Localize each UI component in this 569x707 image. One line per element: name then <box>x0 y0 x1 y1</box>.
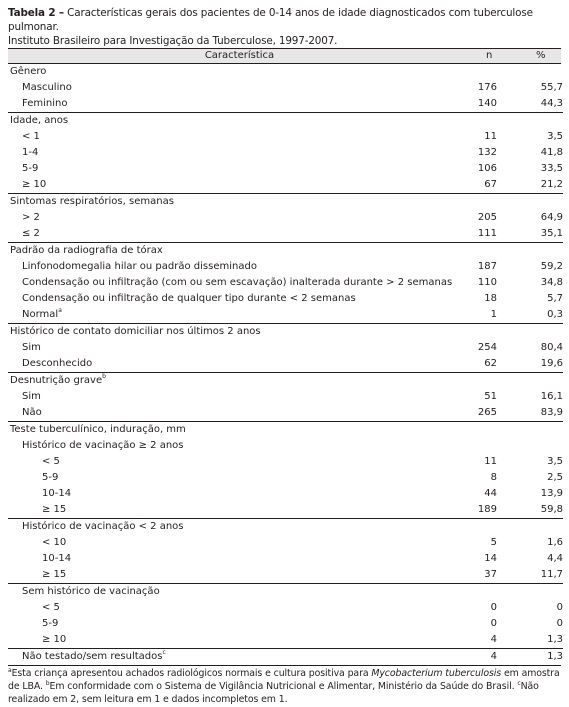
row-label: Feminino <box>22 98 68 109</box>
row-n <box>473 64 497 80</box>
row-percent <box>497 373 563 390</box>
row-label: ≥ 15 <box>42 569 67 580</box>
footnote-marker: a <box>58 307 62 314</box>
row-percent: 21,2 <box>540 179 563 190</box>
row-percent: 41,8 <box>540 147 563 158</box>
row-label-cell <box>8 243 473 260</box>
footnote-b-text: Em conformidade com o Sistema de Vigilância Nutricional e Alimentar, Ministério da Saúde do Brasil. <box>49 681 515 692</box>
row-label-cell <box>8 389 473 405</box>
row-label: Sim <box>22 391 41 402</box>
row-label: Teste tuberculínico, induração, mm <box>10 424 186 435</box>
table-group-row <box>8 64 563 80</box>
row-n: 187 <box>477 261 497 272</box>
row-label-cell <box>8 275 473 291</box>
row-label-cell <box>8 145 473 161</box>
row-n: 0 <box>490 602 497 613</box>
row-label-cell <box>8 551 473 567</box>
row-label: < 5 <box>42 456 60 467</box>
row-label-cell <box>8 64 473 80</box>
row-label: Sintomas respiratórios, semanas <box>10 196 174 207</box>
row-label: Sem histórico de vacinação <box>22 586 160 597</box>
row-label-cell <box>8 422 473 439</box>
caption-line-1 <box>8 6 561 34</box>
row-percent: 2,5 <box>547 472 563 483</box>
row-label-cell <box>8 324 473 341</box>
row-label-cell <box>8 96 473 113</box>
data-table <box>8 64 563 665</box>
row-label: < 1 <box>22 131 40 142</box>
row-n <box>473 438 497 454</box>
row-label-cell <box>8 649 473 666</box>
row-percent: 16,1 <box>540 391 563 402</box>
row-n: 189 <box>477 504 497 515</box>
row-label-cell <box>8 356 473 373</box>
row-percent: 1,3 <box>547 634 563 645</box>
table-group-row <box>8 373 563 390</box>
row-percent <box>497 422 563 439</box>
row-label-cell <box>8 210 473 226</box>
table-row <box>8 405 563 422</box>
table-row <box>8 502 563 519</box>
table-header <box>8 49 561 63</box>
table-group-row <box>8 243 563 260</box>
row-n <box>473 584 497 601</box>
table-row <box>8 145 563 161</box>
row-label: Masculino <box>22 82 72 93</box>
row-label: Normal <box>22 309 59 320</box>
footnote-a-text-end: em amostra de LBA. <box>8 668 560 692</box>
row-label-cell <box>8 616 473 632</box>
row-label-cell <box>8 502 473 519</box>
footnote-a-text: Esta criança apresentou achados radiológicos normais e cultura positiva para <box>11 668 372 679</box>
row-label-cell <box>8 129 473 145</box>
row-label: ≥ 10 <box>22 179 47 190</box>
row-label-cell <box>8 454 473 470</box>
row-n: 11 <box>484 131 497 142</box>
row-label: < 10 <box>42 537 67 548</box>
table-row <box>8 177 563 194</box>
row-n: 5 <box>490 537 497 548</box>
row-percent: 3,5 <box>547 456 563 467</box>
header-caracteristica: Característica <box>204 50 275 61</box>
row-n: 4 <box>473 649 497 666</box>
table-row <box>8 291 563 307</box>
row-label: ≥ 15 <box>42 504 67 515</box>
table-row <box>8 519 563 536</box>
row-label: Sim <box>22 342 41 353</box>
row-percent: 0,3 <box>547 309 563 320</box>
row-label: Não <box>22 407 42 418</box>
row-label: 5-9 <box>22 163 39 174</box>
row-label-cell <box>8 600 473 616</box>
table-row <box>8 259 563 275</box>
row-percent <box>497 584 563 601</box>
row-percent <box>497 519 563 536</box>
table-row <box>8 600 563 616</box>
row-label: Linfonodomegalia hilar ou padrão disseminado <box>22 261 257 272</box>
row-percent: 33,5 <box>540 163 563 174</box>
row-n: 140 <box>477 98 497 109</box>
row-label-cell <box>8 373 473 390</box>
row-percent: 35,1 <box>540 228 563 239</box>
row-n: 11 <box>484 456 497 467</box>
table-row <box>8 551 563 567</box>
row-label: Gênero <box>10 66 47 77</box>
table-row <box>8 486 563 502</box>
row-percent: 11,7 <box>540 569 563 580</box>
row-percent: 80,4 <box>540 342 563 353</box>
row-percent: 3,5 <box>547 131 563 142</box>
row-label: Condensação ou infiltração (com ou sem escavação) inalterada durante > 2 semanas <box>22 277 453 288</box>
row-label: < 5 <box>42 602 60 613</box>
row-label-cell <box>8 226 473 243</box>
row-label-cell <box>8 486 473 502</box>
row-percent: 13,9 <box>540 488 563 499</box>
row-percent: 4,4 <box>547 553 563 564</box>
row-n: 67 <box>484 179 497 190</box>
table-row <box>8 340 563 356</box>
row-label: 5-9 <box>42 618 59 629</box>
row-n: 205 <box>477 212 497 223</box>
row-percent <box>497 243 563 260</box>
row-n <box>473 324 497 341</box>
row-label: ≥ 10 <box>42 634 67 645</box>
row-label-cell <box>8 535 473 551</box>
footnote-a-mark: a <box>8 667 12 674</box>
row-label: Padrão da radiografia de tórax <box>10 245 163 256</box>
row-n: 1 <box>490 309 497 320</box>
row-percent: 5,7 <box>547 293 563 304</box>
row-label: 10-14 <box>42 553 72 564</box>
row-n: 176 <box>477 82 497 93</box>
row-label-cell <box>8 438 473 454</box>
row-percent <box>497 324 563 341</box>
table-page <box>8 0 561 706</box>
row-label-cell <box>8 80 473 96</box>
row-n: 0 <box>490 618 497 629</box>
row-percent <box>497 113 563 130</box>
table-group-row <box>8 194 563 211</box>
row-n: 265 <box>477 407 497 418</box>
row-n: 132 <box>477 147 497 158</box>
row-n: 110 <box>477 277 497 288</box>
row-n: 111 <box>477 228 497 239</box>
row-n: 106 <box>477 163 497 174</box>
row-label: Histórico de vacinação < 2 anos <box>22 521 184 532</box>
table-row <box>8 454 563 470</box>
row-n: 8 <box>490 472 497 483</box>
caption-line-2: Instituto Brasileiro para Investigação da Tuberculose, 1997-2007. <box>8 35 338 47</box>
header-percent: % <box>536 50 546 61</box>
row-percent: 55,7 <box>540 82 563 93</box>
row-n: 51 <box>484 391 497 402</box>
footnote-c-text: Não realizado em 2, sem leitura em 1 e dados incompletos em 1. <box>8 681 539 705</box>
row-n: 44 <box>484 488 497 499</box>
row-percent: 34,8 <box>540 277 563 288</box>
table-row <box>8 356 563 373</box>
row-percent: 19,6 <box>540 358 563 369</box>
row-label-cell <box>8 584 473 601</box>
row-percent: 64,9 <box>540 212 563 223</box>
row-percent: 0 <box>556 618 563 629</box>
row-percent: 1,6 <box>547 537 563 548</box>
row-label-cell <box>8 340 473 356</box>
row-percent: 83,9 <box>540 407 563 418</box>
table-group-row <box>8 324 563 341</box>
row-n <box>473 422 497 439</box>
row-label-cell <box>8 194 473 211</box>
table-row <box>8 567 563 584</box>
table-group-row <box>8 422 563 439</box>
row-n: 37 <box>484 569 497 580</box>
row-n <box>473 194 497 211</box>
row-label-cell <box>8 632 473 649</box>
row-label-cell <box>8 567 473 584</box>
row-percent: 1,3 <box>497 649 563 666</box>
row-label: ≤ 2 <box>22 228 40 239</box>
row-label-cell <box>8 405 473 422</box>
row-label: > 2 <box>22 212 40 223</box>
row-n: 4 <box>490 634 497 645</box>
row-label: Histórico de vacinação ≥ 2 anos <box>22 440 184 451</box>
footnote-marker: b <box>102 373 106 380</box>
row-label-cell <box>8 307 473 324</box>
table-row <box>8 129 563 145</box>
row-label: Desconhecido <box>22 358 93 369</box>
row-label: Desnutrição grave <box>10 375 103 386</box>
table-row <box>8 307 563 324</box>
table-row <box>8 616 563 632</box>
row-label: Condensação ou infiltração de qualquer tipo durante < 2 semanas <box>22 293 356 304</box>
row-percent <box>497 194 563 211</box>
row-label: 10-14 <box>42 488 72 499</box>
footnote-c-mark: c <box>517 680 521 687</box>
row-label: 1-4 <box>22 147 39 158</box>
table-row <box>8 96 563 113</box>
table-caption <box>8 6 561 48</box>
row-n: 14 <box>484 553 497 564</box>
row-n <box>473 243 497 260</box>
table-row <box>8 161 563 177</box>
row-n <box>473 373 497 390</box>
row-n <box>473 113 497 130</box>
table-row <box>8 226 563 243</box>
table-row <box>8 649 563 666</box>
table-group-row <box>8 113 563 130</box>
row-label: Histórico de contato domiciliar nos últimos 2 anos <box>10 326 261 337</box>
row-label-cell <box>8 519 473 536</box>
table-body <box>8 64 563 665</box>
footnote-marker: c <box>162 649 166 656</box>
table-row <box>8 80 563 96</box>
row-label-cell <box>8 470 473 486</box>
row-n: 62 <box>484 358 497 369</box>
table-row <box>8 632 563 649</box>
row-percent: 0 <box>556 602 563 613</box>
row-label: Não testado/sem resultados <box>22 651 163 662</box>
table-row <box>8 275 563 291</box>
footnote-a-organism: Mycobacterium tuberculosis <box>371 668 502 679</box>
row-n: 18 <box>484 293 497 304</box>
row-label: 5-9 <box>42 472 59 483</box>
table-row <box>8 438 563 454</box>
row-n: 254 <box>477 342 497 353</box>
table-row <box>8 535 563 551</box>
caption-label: Tabela 2 – <box>8 7 64 19</box>
row-label: Idade, anos <box>10 115 69 126</box>
row-percent: 59,2 <box>540 261 563 272</box>
table-row <box>8 210 563 226</box>
table-row <box>8 584 563 601</box>
row-percent: 59,8 <box>540 504 563 515</box>
caption-title: Características gerais dos pacientes de 0-14 anos de idade diagnosticados com tuberculose pulmonar. <box>8 7 533 33</box>
row-label-cell <box>8 161 473 177</box>
table-row <box>8 470 563 486</box>
row-percent <box>497 438 563 454</box>
row-label-cell <box>8 113 473 130</box>
row-n <box>473 519 497 536</box>
row-label-cell <box>8 177 473 194</box>
row-label-cell <box>8 291 473 307</box>
footnote-b-mark: b <box>45 680 50 687</box>
header-n: n <box>486 50 493 61</box>
footnotes <box>8 667 561 706</box>
row-percent: 44,3 <box>540 98 563 109</box>
bottom-rule <box>8 665 561 666</box>
row-label-cell <box>8 259 473 275</box>
row-percent <box>497 64 563 80</box>
table-row <box>8 389 563 405</box>
